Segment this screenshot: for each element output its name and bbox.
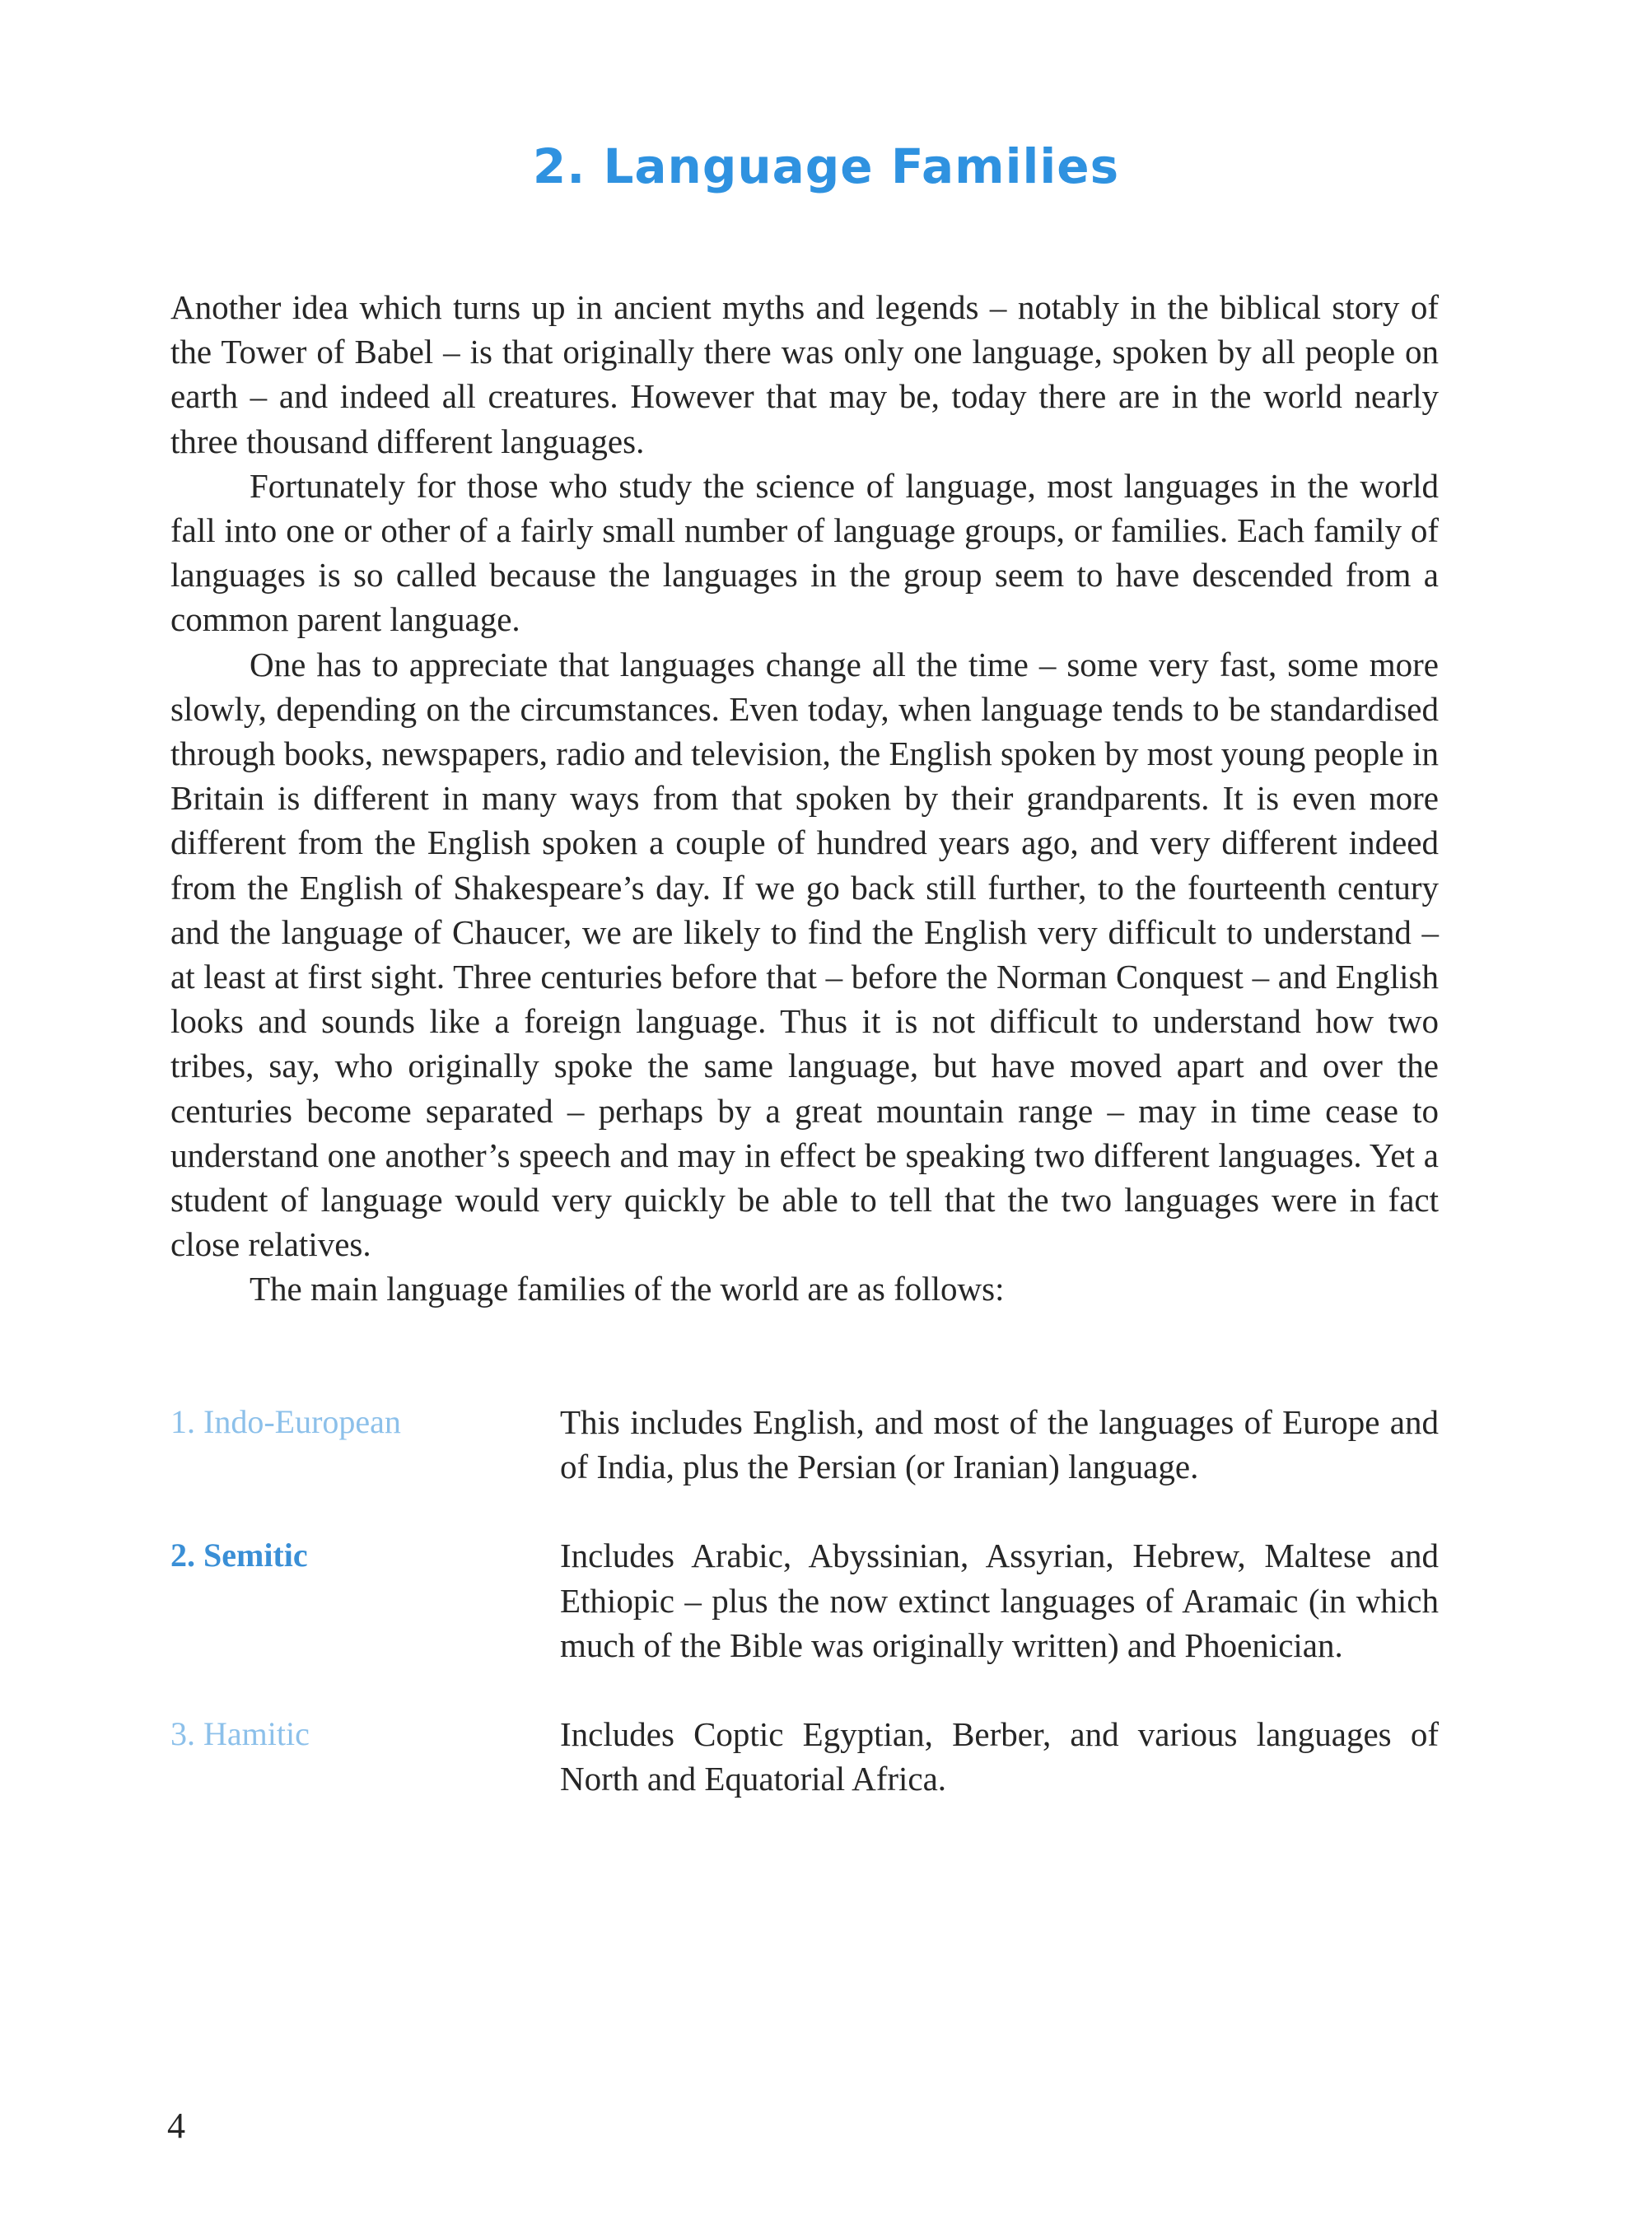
family-item-semitic (170, 1533, 1439, 1667)
family-description: Includes Coptic Egyptian, Berber, and various languages of North and Equatorial Africa. (560, 1715, 1439, 1798)
family-name: 3. Hamitic (170, 1715, 310, 1753)
paragraph-intro: Another idea which turns up in ancient myths and legends – notably in the biblical story of the Tower of Babel – is that originally there was only one language, spoken by all people on earth – and indeed all creatures. However that may be, today there are in the world nearly three thousand different languages. (170, 288, 1439, 460)
family-description: Includes Arabic, Abyssinian, Assyrian, Hebrew, Maltese and Ethiopic – plus the now extinct languages of Aramaic (in which much of the Bible was originally written) and Phoenician. (560, 1537, 1439, 1664)
chapter-title: 2. Language Families (532, 138, 1120, 194)
family-name: 2. Semitic (170, 1537, 308, 1574)
family-item-indo-european (170, 1400, 1439, 1489)
family-name: 1. Indo-European (170, 1403, 401, 1440)
paragraph-language-change: One has to appreciate that languages change all the time – some very fast, some more slowly, depending on the circumstances. Even today, when language tends to be standardised through books, newspapers, radio and television, the English spoken by most young people in Britain is different in many ways from that spoken by their grandparents. It is even more different from the English spoken a couple of hundred years ago, and very different indeed from the English of Shakespeare’s day. If we go back still further, to the fourteenth century and the language of Chaucer, we are likely to find the English very difficult to understand – at least at first sight. Three centuries before that – before the Norman Conquest – and English looks and sounds like a foreign language. Thus it is not difficult to understand how two tribes, say, who originally spoke the same language, but have moved apart and over the centuries become separated – perhaps by a great mountain range – may in time cease to understand one another’s speech and may in effect be speaking two different languages. Yet a student of language would very quickly be able to tell that the two languages were in fact close relatives. (170, 645, 1439, 1264)
language-family-list (170, 1400, 1439, 1845)
body-text (170, 285, 1439, 1312)
family-description: This includes English, and most of the languages of Europe and of India, plus the Persian (or Iranian) language. (560, 1403, 1439, 1486)
paragraph-list-intro: The main language families of the world are as follows: (250, 1270, 1005, 1308)
paragraph-families: Fortunately for those who study the science of language, most languages in the world fall into one or other of a fairly small number of language groups, or families. Each family of languages is so called because the languages in the group seem to have descended from a common parent language. (170, 466, 1439, 639)
family-item-hamitic (170, 1712, 1439, 1801)
page-number: 4 (167, 2106, 185, 2146)
